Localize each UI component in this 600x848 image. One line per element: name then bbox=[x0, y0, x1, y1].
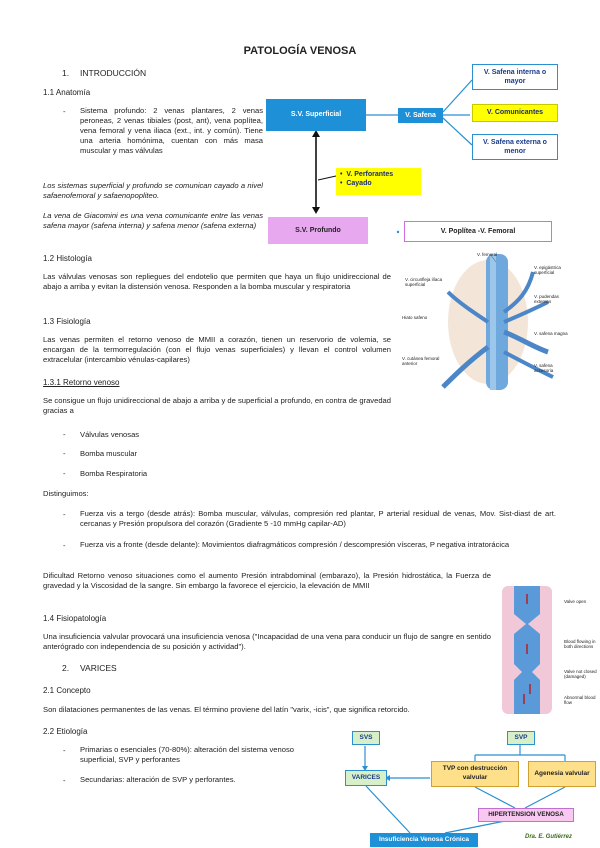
histologia-text: Las válvulas venosas son repliegues del endotelio que permiten que haya un flujo unidireccional de abajo a arriba y evitan la distensión venosa. Responden a la bomba muscular y respiratoria bbox=[43, 272, 391, 292]
retorno-text: Se consigue un flujo unidireccional de abajo a arriba y de superficial a profundo, en contra de gravedad gracias a bbox=[43, 396, 391, 416]
box-comunicantes: V. Comunicantes bbox=[472, 104, 558, 122]
fuerza-fronte: Fuerza vis a fronte (desde delante): Movimientos diafragmáticos compresión / descompresión vísceras, P negativa intratorácica bbox=[80, 540, 510, 549]
heading-fisiologia: 1.3 Fisiología bbox=[43, 317, 91, 326]
fisiologia-text: Las venas permiten el retorno venoso de MMII a corazón, tienen un reservorio de volemia, se encargan de la termorregulación (con el flujo venas superficiales) y llevan el control volumen extracelular (intercambio vénulas-capilares) bbox=[43, 335, 391, 365]
dash-1: - bbox=[63, 430, 66, 439]
section-2-number: 2. bbox=[62, 663, 70, 673]
concepto-text: Son dilataciones permanentes de las venas. El término proviene del latín "varix, -icis", que significa retorcido. bbox=[43, 705, 410, 714]
flow-insuficiencia: Insuficiencia Venosa Crónica bbox=[370, 833, 478, 847]
label-cutanea: V. cutánea femoral anterior bbox=[402, 356, 440, 366]
flow-varices: VARICES bbox=[345, 770, 387, 786]
box-v-safena: V. Safena bbox=[398, 108, 443, 123]
label-circunfleja: V. circunfleja ilíaca superficial bbox=[405, 277, 443, 287]
label-valve-open: Valve open bbox=[564, 599, 587, 604]
distinguimos-label: Distinguimos: bbox=[43, 489, 89, 498]
heading-concepto: 2.1 Concepto bbox=[43, 686, 91, 695]
item-bomba-muscular: Bomba muscular bbox=[80, 449, 137, 458]
box-safena-interna: V. Safena interna o mayor bbox=[472, 64, 558, 90]
label-safena-magna: V. safena magna bbox=[534, 331, 568, 336]
label-valve-damaged: Valve not closed (damaged) bbox=[564, 669, 597, 679]
flow-hipertension: HIPERTENSION VENOSA bbox=[478, 808, 574, 822]
item-valvulas: Válvulas venosas bbox=[80, 430, 140, 439]
anatomia-italic-2: La vena de Giacomini es una vena comunicante entre las venas safena mayor (safena interna) y safena menor (safena externa) bbox=[43, 211, 263, 231]
section-1-number: 1. bbox=[62, 68, 70, 78]
dash-2: - bbox=[63, 449, 66, 458]
dash-7: - bbox=[63, 776, 66, 785]
perforantes-item: • V. Perforantes bbox=[340, 171, 394, 178]
author-signature: Dra. E. Gutiérrez bbox=[525, 834, 573, 840]
dash-4: - bbox=[63, 510, 66, 519]
label-v-femoral: V. femoral bbox=[477, 252, 498, 257]
box-safena-externa: V. Safena externa o menor bbox=[472, 134, 558, 160]
flow-agenesia: Agenesia valvular bbox=[528, 761, 596, 787]
etiologia-secundarias: Secundarias: alteración de SVP y perforantes. bbox=[80, 775, 236, 784]
dash-6: - bbox=[63, 746, 66, 755]
label-safena-accesoria: V. safena accesoria bbox=[534, 363, 554, 373]
page-title: PATOLOGÍA VENOSA bbox=[243, 45, 357, 57]
dash-3: - bbox=[63, 469, 66, 478]
fisiopatologia-text: Una insuficiencia valvular provocará una insuficiencia venosa ("Incapacidad de una vena para conducir un flujo de sangre en sentido anterógrado con independencia de su posición y actividad"). bbox=[43, 632, 491, 652]
flow-tvp: TVP con destrucción valvular bbox=[431, 761, 519, 787]
label-hiato: Hiato safeno bbox=[402, 315, 428, 320]
box-poplitea-femoral: V. Poplítea -V. Femoral bbox=[404, 221, 552, 242]
dash-5: - bbox=[63, 541, 66, 550]
cayado-item: • Cayado bbox=[340, 180, 372, 188]
flow-svs: SVS bbox=[352, 731, 380, 745]
dificultad-text: Dificultad Retorno venoso situaciones como el aumento Presión intrabdominal (embarazo), la Presión hidrostática, la Fuerza de gravedad y la Viscosidad de la sangre. Sin embargo la favorece el ejercicio, la elevación de MMII bbox=[43, 571, 491, 591]
heading-histologia: 1.2 Histología bbox=[43, 254, 92, 263]
heading-fisiopatologia: 1.4 Fisiopatología bbox=[43, 614, 107, 623]
section-2-title: VARICES bbox=[80, 663, 117, 673]
anatomia-italic-1: Los sistemas superficial y profundo se comunican cayado a nivel safaenofemoral y safaenopopliteo. bbox=[43, 181, 263, 201]
label-epigastrica: V. epigástrica superficial bbox=[534, 265, 561, 275]
item-bomba-respiratoria: Bomba Respiratoria bbox=[80, 469, 148, 478]
heading-retorno-venoso: 1.3.1 Retorno venoso bbox=[43, 378, 120, 387]
fuerza-tergo: Fuerza vis a tergo (desde atrás): Bomba muscular, válvulas, compresión red plantar, P arterial residual de venas, Mov. Sist-diast de art. cercanas y Presión propulsora del corazón (Gradiente 5 -10 mmHg capilar-AD) bbox=[80, 509, 556, 529]
section-1-title: INTRODUCCIÓN bbox=[80, 68, 147, 78]
flow-svp: SVP bbox=[507, 731, 535, 745]
label-pudendas: V. pudendas externas bbox=[534, 294, 559, 304]
box-sv-superficial: S.V. Superficial bbox=[266, 99, 366, 131]
label-bidirectional: Blood flowing in both directions bbox=[564, 639, 596, 649]
label-abnormal: Abnormal blood flow bbox=[564, 695, 596, 705]
heading-anatomia: 1.1 Anatomía bbox=[43, 88, 91, 97]
bullet-dash: - bbox=[63, 107, 66, 116]
box-sv-profundo: S.V. Profundo bbox=[268, 217, 368, 244]
heading-etiologia: 2.2 Etiología bbox=[43, 727, 88, 736]
etiologia-primarias: Primarias o esenciales (70-80%): alteración del sistema venoso superficial, SVP y perforantes bbox=[80, 745, 294, 765]
anatomia-bullet: Sistema profundo: 2 venas plantares, 2 venas peroneas, 2 venas tibiales (post, ant), vena poplítea, vena femoral y vena iliaca (ext., int. y común). Tiene una arteria homónima, cuentan con más masa muscular y mas válvulas bbox=[80, 106, 263, 156]
